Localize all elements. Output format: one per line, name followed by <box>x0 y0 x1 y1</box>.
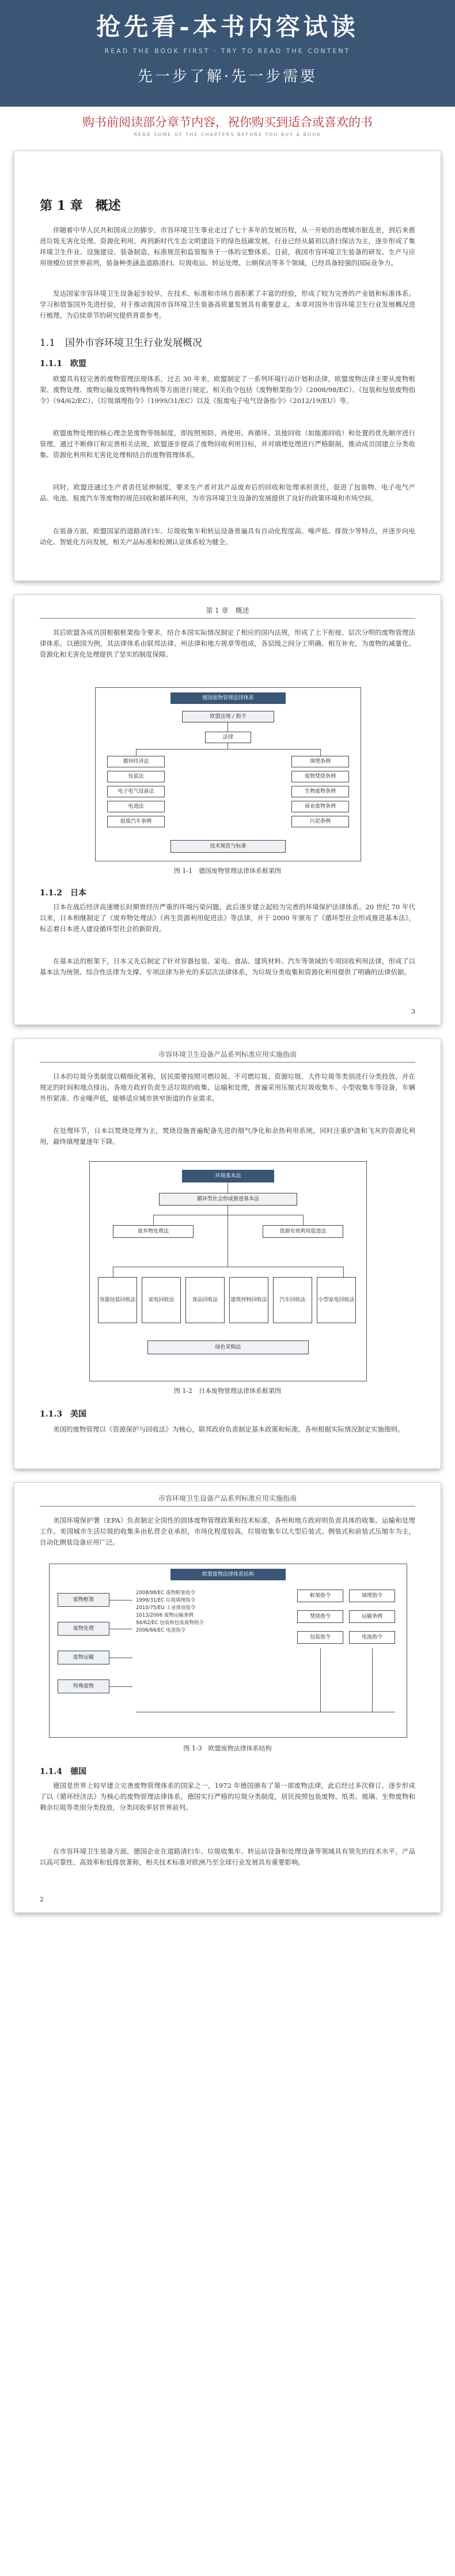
figure-box-eu: 欧盟法规 / 指令 <box>182 711 274 722</box>
figure-box: 填埋条例 <box>291 756 349 767</box>
page-number: 3 <box>411 1008 415 1015</box>
figure-box: 家电回收法 <box>142 1277 181 1323</box>
figure-box-right-branch: 资源有效利用促进法 <box>263 1225 343 1238</box>
figure-box: 汽车回收法 <box>273 1277 312 1323</box>
figure-box: 电池法 <box>107 801 165 812</box>
figure-box: 废物焚烧条例 <box>291 771 349 782</box>
subsection-title: 1.1.2 日本 <box>40 888 86 898</box>
figure-germany-legal-system <box>95 687 361 861</box>
section-title: 1.1 国外市容环境卫生行业发展概况 <box>40 337 203 349</box>
figure-box: 特殊废物 <box>58 1679 109 1693</box>
book-page-3 <box>14 1039 441 1468</box>
figure-box: 报废汽车条例 <box>107 816 165 827</box>
subsection-title: 1.1.3 美国 <box>40 1410 86 1419</box>
subsection-title: 1.1.4 德国 <box>40 1767 86 1776</box>
paragraph: 在基本法的框架下，日本又先后制定了针对容器包装、家电、食品、建筑材料、汽车等领域的专项回收利用法律，形成了以基本法为统领、综合性法律为支撑、专项法律为补充的多层次法律体系，为垃圾分类收集和资源化利用提供了明确的法律依据。 <box>40 957 415 976</box>
figure-title: 德国废物管理法律体系 <box>170 692 286 704</box>
legend-item: 2010/75/EU 工业排放指令 <box>136 1605 196 1611</box>
banner-english: READ THE BOOK FIRST · TRY TO READ THE CONTENT <box>104 47 351 55</box>
header-rule <box>40 1062 415 1063</box>
figure-box-left-branch: 废弃物处理法 <box>113 1225 194 1238</box>
figure-box: 污泥条例 <box>291 816 349 827</box>
figure-caption: 图 1-1 德国废物管理法律体系框架图 <box>173 867 282 875</box>
paragraph: 在处理环节，日本以焚烧处理为主，焚烧设施普遍配备先进的烟气净化和余热利用系统，同时注重炉渣和飞灰的资源化利用，最终填埋量逐年下降。 <box>40 1127 415 1146</box>
figure-caption: 图 1-3 欧盟废物法律体系结构 <box>183 1745 272 1752</box>
book-page-4 <box>14 1483 441 1912</box>
paragraph: 发达国家市容环境卫生设备起步较早，在技术、标准和市场方面积累了丰富的经验，形成了较为完善的产业链和标准体系。学习和借鉴国外先进经验，对于推动我国市容环境卫生装备高质量发展具有重要意义。本章对国外市容环境卫生行业发展概况进行梳理，为后续章节的研究提供背景参考。 <box>40 289 415 319</box>
banner-title: 抢先看-本书内容试读 <box>96 13 359 41</box>
intro-english: READ SOME OF THE CHAPTERS BEFORE YOU BUY A BOOK <box>134 132 321 137</box>
intro-text: 购书前阅读部分章节内容，祝你购买到适合或喜欢的书 <box>82 115 373 129</box>
paragraph: 美国的废物管理以《资源保护与回收法》为核心，联邦政府负责制定基本政策和标准，各州根据实际情况制定实施细则。 <box>53 1425 404 1433</box>
figure-box: 废物框架 <box>58 1593 109 1607</box>
figure-japan-legal-system <box>89 1161 367 1381</box>
figure-box: 循环经济法 <box>107 756 165 767</box>
figure-box: 建筑材料回收法 <box>229 1277 268 1323</box>
figure-legend-list <box>136 1590 280 1635</box>
figure-box: 电池指令 <box>349 1631 395 1644</box>
book-page-2 <box>14 595 441 1025</box>
legend-item: 1013/2006 废物运输条例 <box>136 1613 194 1618</box>
header-rule <box>40 1506 415 1507</box>
running-header: 市容环境卫生设备产品系列标准应用实施指南 <box>158 1494 297 1502</box>
figure-box: 废物运输 <box>58 1651 109 1664</box>
paragraph: 在市容环境卫生装备方面，德国企业在道路清扫车、垃圾收集车、转运站设备和处理设备等领域具有领先的技术水平，产品以高可靠性、高效率和低排放著称，相关技术标准对欧洲乃至全球行业发展具有重要影响。 <box>40 1847 415 1866</box>
figure-box-footer: 绿色采购法 <box>147 1340 309 1354</box>
figure-box: 焚烧指令 <box>297 1610 343 1623</box>
figure-title: 欧盟废物法律体系结构 <box>170 1569 286 1580</box>
banner-subtitle: 先一步了解·先一步需要 <box>137 68 318 85</box>
paragraph: 在装备方面，欧盟国家的道路清扫车、垃圾收集车和转运设备普遍具有自动化程度高、噪声低、排放少等特点，并逐步向电动化、智能化方向发展，相关产品标准和检测认证体系较为健全。 <box>40 527 415 546</box>
paragraph: 其后欧盟各成员国根据框架指令要求，结合本国实际情况制定了相应的国内法规，形成了上下衔接、层次分明的废物管理法律体系。以德国为例，其法律体系由联邦法律、州法律和地方规章等组成，各层级之间分工明确、相互补充，为废物的减量化、资源化和无害化处理提供了坚实的制度保障。 <box>40 628 415 658</box>
paragraph: 欧盟废物处理的核心理念是废物等级制度，即按照预防、再使用、再循环、其他回收（如能源回收）和处置的优先顺序进行管理。通过不断修订和完善相关法规，欧盟逐步提高了废物回收利用目标，并对填埋处理进行严格限制，推动成员国建立分类收集、资源化利用和无害化处理相结合的废物管理体系。 <box>40 429 415 459</box>
figure-box: 废物处理 <box>58 1622 109 1636</box>
figure-caption: 图 1-2 日本废物管理法律体系框架图 <box>173 1387 282 1395</box>
legend-item: 94/62/EC 包装和包装废物指令 <box>136 1620 204 1626</box>
figure-box-standards: 技术规范与标准 <box>170 840 286 853</box>
paragraph: 同时，欧盟还通过生产者责任延伸制度，要求生产者对其产品废弃后的回收和处理承担责任，促进了包装物、电子电气产品、电池、报废汽车等废物的规范回收和循环利用，为市容环境卫生设备的发展提供了良好的政策环境和市场空间。 <box>40 483 415 502</box>
figure-box: 容器包装回收法 <box>98 1277 137 1323</box>
figure-box: 生物废物条例 <box>291 786 349 797</box>
figure-box: 框架指令 <box>297 1590 343 1602</box>
paragraph: 伴随着中华人民共和国成立的脚步，市容环境卫生事业走过了七十多年的发展历程，从一开始的治理城市脏乱差，到后来推进垃圾无害化处理、资源化利用，再到新时代生态文明建设下的绿色低碳发展，行业已经从最初以清扫保洁为主，逐步形成了集环境卫生作业、设施建设、装备制造、标准规范和监管服务于一体的完整体系。目前，我国市容环境卫生装备的研发、生产与应用规模位居世界前列，装备种类涵盖道路清扫、垃圾收运、转运处理、公厕保洁等多个领域，已经具备较强的国际竞争力。 <box>40 226 415 267</box>
legend-item: 1999/31/EC 垃圾填埋指令 <box>136 1598 196 1603</box>
figure-box-top: 环境基本法 <box>182 1170 274 1182</box>
book-page-1 <box>14 151 441 581</box>
figure-box: 包装法 <box>107 771 165 782</box>
page-number: 2 <box>40 1896 44 1903</box>
figure-box: 运输条例 <box>349 1610 395 1623</box>
subsection-title: 1.1.1 欧盟 <box>40 359 86 368</box>
legend-item: 2008/98/EC 废物框架指令 <box>136 1590 196 1596</box>
header-rule <box>40 618 415 619</box>
preview-banner <box>0 0 455 107</box>
legend-item: 2006/66/EC 电池指令 <box>136 1628 186 1633</box>
figure-box: 电子电气设备法 <box>107 786 165 797</box>
chapter-title: 第 1 章 概述 <box>40 198 121 213</box>
figure-box: 填埋指令 <box>349 1590 395 1602</box>
figure-box: 小型家电回收法 <box>317 1277 356 1323</box>
paragraph: 德国是世界上较早建立完善废物管理体系的国家之一，1972 年德国颁布了第一部废物法律，此后经过多次修订，逐步形成了以《循环经济法》为核心的废物管理法律体系。德国实行严格的垃圾分类制度，居民按照包装废物、纸类、玻璃、生物废物和剩余垃圾等类别分类投放，分类回收率居世界前列。 <box>40 1782 415 1812</box>
paragraph: 日本在战后经济高速增长时期曾经历严重的环境污染问题，此后逐步建立起较为完善的环境保护法律体系。20 世纪 70 年代以来，日本相继制定了《废弃物处理法》《再生资源利用促进法》等法律，并于 2000 年颁布了《循环型社会形成推进基本法》，标志着日本进入建设循环型社会的新阶段。 <box>40 903 415 933</box>
paragraph: 美国环境保护署（EPA）负责制定全国性的固体废物管理政策和技术标准，各州和地方政府则负责具体的收集、运输和处理工作。美国城市生活垃圾的收集多由私营企业承担，市场化程度较高，垃圾收集车以大型后装式、侧装式和前装式压缩车为主，自动化侧装设备应用广泛。 <box>40 1516 415 1546</box>
running-header: 市容环境卫生设备产品系列标准应用实施指南 <box>158 1050 297 1059</box>
figure-box-second: 循环型社会形成推进基本法 <box>159 1193 297 1206</box>
figure-eu-legal-structure <box>49 1564 407 1738</box>
running-header: 第 1 章 概述 <box>206 607 249 615</box>
figure-box: 食品回收法 <box>185 1277 225 1323</box>
figure-box-law: 法律 <box>205 732 251 743</box>
figure-box: 包装指令 <box>297 1631 343 1644</box>
paragraph: 欧盟具有较完善的废物管理法规体系，过去 30 年来，欧盟制定了一系列环境行动计划和法律，欧盟废物法律主要从废物框架、废物处理、废物运输及废物特殊物质等方面进行规定，相关指令包括《废物框架指令》（2008/98/EC）、《包装和包装废物指令》（94/62/EC）、《垃圾填埋指令》（1999/31/EC）以及《报废电子电气设备指令》（2012/19/EU）等。 <box>40 375 415 405</box>
paragraph: 日本的垃圾分类制度以精细化著称，居民需要按照可燃垃圾、不可燃垃圾、资源垃圾、大件垃圾等类别进行分类投放，并在规定的时间和地点排出。各地方政府负责生活垃圾的收集、运输和处理，普遍采用压缩式垃圾收集车、小型收集车等设备，车辆外形紧凑、作业噪声低，能够适应城市狭窄街道的作业需求。 <box>40 1072 415 1102</box>
figure-box: 商业废物条例 <box>291 801 349 812</box>
